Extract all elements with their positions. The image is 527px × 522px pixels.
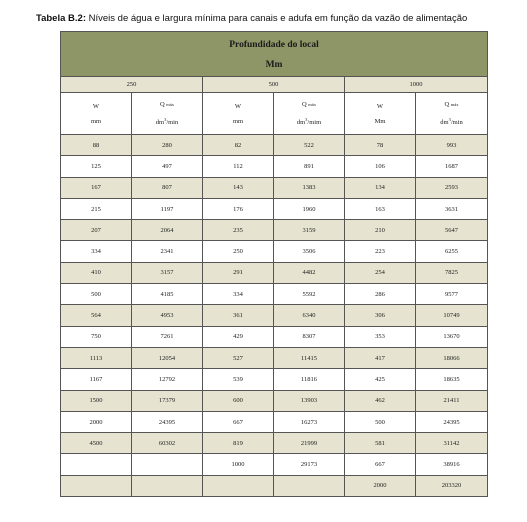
table-cell: 600 xyxy=(203,390,274,411)
depth-1000: 1000 xyxy=(345,77,488,93)
column-header-unit xyxy=(132,112,202,130)
table-row xyxy=(61,326,488,347)
table-cell: 462 xyxy=(345,390,416,411)
table-cell: 24395 xyxy=(416,411,488,432)
table-cell: 210 xyxy=(345,220,416,241)
table-cell: 3506 xyxy=(274,241,345,262)
column-header xyxy=(416,93,488,135)
table-cell: 527 xyxy=(203,347,274,368)
table-cell: 31142 xyxy=(416,433,488,454)
table-cell: 12792 xyxy=(132,369,203,390)
column-unit-superscript: 3 xyxy=(305,116,308,122)
table-cell xyxy=(132,475,203,496)
table-cell: 1197 xyxy=(132,198,203,219)
column-header-row xyxy=(61,93,488,135)
column-unit-superscript: 3 xyxy=(448,116,451,122)
table-cell: 3157 xyxy=(132,262,203,283)
table-cell xyxy=(132,454,203,475)
table-cell: 125 xyxy=(61,156,132,177)
column-header-unit xyxy=(274,112,344,130)
table-cell: 250 xyxy=(203,241,274,262)
table-cell: 429 xyxy=(203,326,274,347)
table-cell: 3631 xyxy=(416,198,488,219)
table-cell: 334 xyxy=(61,241,132,262)
table-cell: 522 xyxy=(274,135,345,156)
table-cell: 280 xyxy=(132,135,203,156)
table-cell: 163 xyxy=(345,198,416,219)
caption-text: Níveis de água e largura mínima para canais e adufa em função da vazão de alimentação xyxy=(88,13,468,24)
table-cell: 500 xyxy=(345,411,416,432)
column-subscript: máx xyxy=(308,101,317,107)
table-cell: 1960 xyxy=(274,198,345,219)
table-cell: 5592 xyxy=(274,284,345,305)
table-row xyxy=(61,433,488,454)
table-cell: 667 xyxy=(203,411,274,432)
column-header-name xyxy=(345,99,415,114)
table-cell: 891 xyxy=(274,156,345,177)
column-unit-suffix: /min xyxy=(450,119,463,127)
table-cell: 7261 xyxy=(132,326,203,347)
table-cell: 4953 xyxy=(132,305,203,326)
column-subscript: máx xyxy=(450,101,459,107)
table-cell: 10749 xyxy=(416,305,488,326)
table-header-row xyxy=(61,32,488,77)
table-cell: 497 xyxy=(132,156,203,177)
table-row xyxy=(61,262,488,283)
table-cell: 581 xyxy=(345,433,416,454)
column-unit: Mm xyxy=(374,117,386,125)
column-header xyxy=(274,93,345,135)
table-row xyxy=(61,284,488,305)
table-row xyxy=(61,177,488,198)
table-cell: 18635 xyxy=(416,369,488,390)
depth-250: 250 xyxy=(61,77,203,93)
column-header xyxy=(61,93,132,135)
table-cell: 112 xyxy=(203,156,274,177)
table-row xyxy=(61,475,488,496)
table-cell: 2064 xyxy=(132,220,203,241)
table-cell: 207 xyxy=(61,220,132,241)
table-row xyxy=(61,241,488,262)
table-cell xyxy=(61,475,132,496)
table-cell: 176 xyxy=(203,198,274,219)
table-cell: 667 xyxy=(345,454,416,475)
table-cell: 11415 xyxy=(274,347,345,368)
column-symbol: Q xyxy=(159,100,165,108)
column-unit-superscript: 3 xyxy=(164,116,167,122)
table-cell: 1113 xyxy=(61,347,132,368)
table-cell: 215 xyxy=(61,198,132,219)
table-row xyxy=(61,454,488,475)
table-cell xyxy=(274,475,345,496)
table-row xyxy=(61,220,488,241)
table-cell: 21411 xyxy=(416,390,488,411)
table-cell: 5647 xyxy=(416,220,488,241)
column-header-unit xyxy=(203,114,273,129)
column-symbol: W xyxy=(92,102,100,110)
table-row xyxy=(61,411,488,432)
table-cell: 334 xyxy=(203,284,274,305)
table-title: Profundidade do local xyxy=(229,40,319,50)
table-row xyxy=(61,369,488,390)
table-cell: 4185 xyxy=(132,284,203,305)
table-cell: 1687 xyxy=(416,156,488,177)
table-cell xyxy=(61,454,132,475)
table-cell: 750 xyxy=(61,326,132,347)
column-symbol: Q xyxy=(444,100,450,108)
table-cell: 1500 xyxy=(61,390,132,411)
table-cell: 1000 xyxy=(203,454,274,475)
column-header xyxy=(345,93,416,135)
table-cell: 361 xyxy=(203,305,274,326)
table-row xyxy=(61,198,488,219)
table-cell: 1167 xyxy=(61,369,132,390)
table-cell: 235 xyxy=(203,220,274,241)
column-header-unit xyxy=(416,112,487,130)
table-row xyxy=(61,135,488,156)
table-cell: 425 xyxy=(345,369,416,390)
table-cell: 353 xyxy=(345,326,416,347)
column-unit-prefix: dm xyxy=(296,119,306,127)
column-header-name xyxy=(203,99,273,114)
depth-row xyxy=(61,77,488,93)
table-cell: 7825 xyxy=(416,262,488,283)
table-cell: 16273 xyxy=(274,411,345,432)
table-cell: 21999 xyxy=(274,433,345,454)
table-cell: 60302 xyxy=(132,433,203,454)
table-cell: 11816 xyxy=(274,369,345,390)
table-cell: 223 xyxy=(345,241,416,262)
table-cell: 410 xyxy=(61,262,132,283)
column-header xyxy=(132,93,203,135)
table-cell: 2000 xyxy=(345,475,416,496)
table-cell: 38916 xyxy=(416,454,488,475)
table-cell: 78 xyxy=(345,135,416,156)
table-cell: 286 xyxy=(345,284,416,305)
table-cell: 134 xyxy=(345,177,416,198)
table-cell: 12054 xyxy=(132,347,203,368)
table-cell: 17379 xyxy=(132,390,203,411)
table-cell: 203320 xyxy=(416,475,488,496)
table-row xyxy=(61,156,488,177)
table-cell: 6255 xyxy=(416,241,488,262)
table-cell: 88 xyxy=(61,135,132,156)
column-symbol: Q xyxy=(301,100,307,108)
table-cell: 24395 xyxy=(132,411,203,432)
table-cell: 539 xyxy=(203,369,274,390)
column-unit-suffix: /min xyxy=(166,119,179,127)
table-row xyxy=(61,305,488,326)
table-cell: 2341 xyxy=(132,241,203,262)
table-row xyxy=(61,347,488,368)
column-header-name xyxy=(132,97,202,112)
column-unit-prefix: dm xyxy=(155,119,165,127)
column-header-unit xyxy=(61,114,131,129)
column-subscript: máx xyxy=(166,101,175,107)
caption-label: Tabela B.2: xyxy=(36,13,86,24)
table-cell: 106 xyxy=(345,156,416,177)
column-header-name xyxy=(274,97,344,112)
table-unit: Mm xyxy=(265,60,283,70)
depth-500: 500 xyxy=(203,77,345,93)
column-header-name xyxy=(61,99,131,114)
table-cell: 993 xyxy=(416,135,488,156)
table-cell: 500 xyxy=(61,284,132,305)
table-cell: 6340 xyxy=(274,305,345,326)
table-cell: 306 xyxy=(345,305,416,326)
column-unit-prefix: dm xyxy=(440,119,449,127)
table-cell: 3159 xyxy=(274,220,345,241)
table-cell: 807 xyxy=(132,177,203,198)
table-cell: 29173 xyxy=(274,454,345,475)
table-body xyxy=(61,32,488,497)
table-cell: 13670 xyxy=(416,326,488,347)
column-header-name xyxy=(416,97,487,112)
table-cell: 2593 xyxy=(416,177,488,198)
table-cell xyxy=(203,475,274,496)
table-row xyxy=(61,390,488,411)
column-unit: mm xyxy=(232,117,244,125)
column-header-unit xyxy=(345,114,415,129)
table-caption xyxy=(36,13,467,24)
table-cell: 291 xyxy=(203,262,274,283)
table-cell: 2000 xyxy=(61,411,132,432)
column-symbol: W xyxy=(376,102,384,110)
table-cell: 18066 xyxy=(416,347,488,368)
data-table-container xyxy=(60,31,487,497)
table-cell: 4482 xyxy=(274,262,345,283)
table-cell: 417 xyxy=(345,347,416,368)
column-unit-suffix: /mim xyxy=(307,119,322,127)
table-cell: 819 xyxy=(203,433,274,454)
table-cell: 4500 xyxy=(61,433,132,454)
table-cell: 8307 xyxy=(274,326,345,347)
column-symbol: W xyxy=(234,102,242,110)
column-unit: mm xyxy=(90,117,102,125)
table-cell: 564 xyxy=(61,305,132,326)
table-cell: 167 xyxy=(61,177,132,198)
column-header xyxy=(203,93,274,135)
table-header-cell xyxy=(61,32,488,77)
table-cell: 9577 xyxy=(416,284,488,305)
data-table xyxy=(60,31,488,497)
table-cell: 82 xyxy=(203,135,274,156)
table-cell: 143 xyxy=(203,177,274,198)
table-cell: 13903 xyxy=(274,390,345,411)
table-cell: 254 xyxy=(345,262,416,283)
table-cell: 1383 xyxy=(274,177,345,198)
